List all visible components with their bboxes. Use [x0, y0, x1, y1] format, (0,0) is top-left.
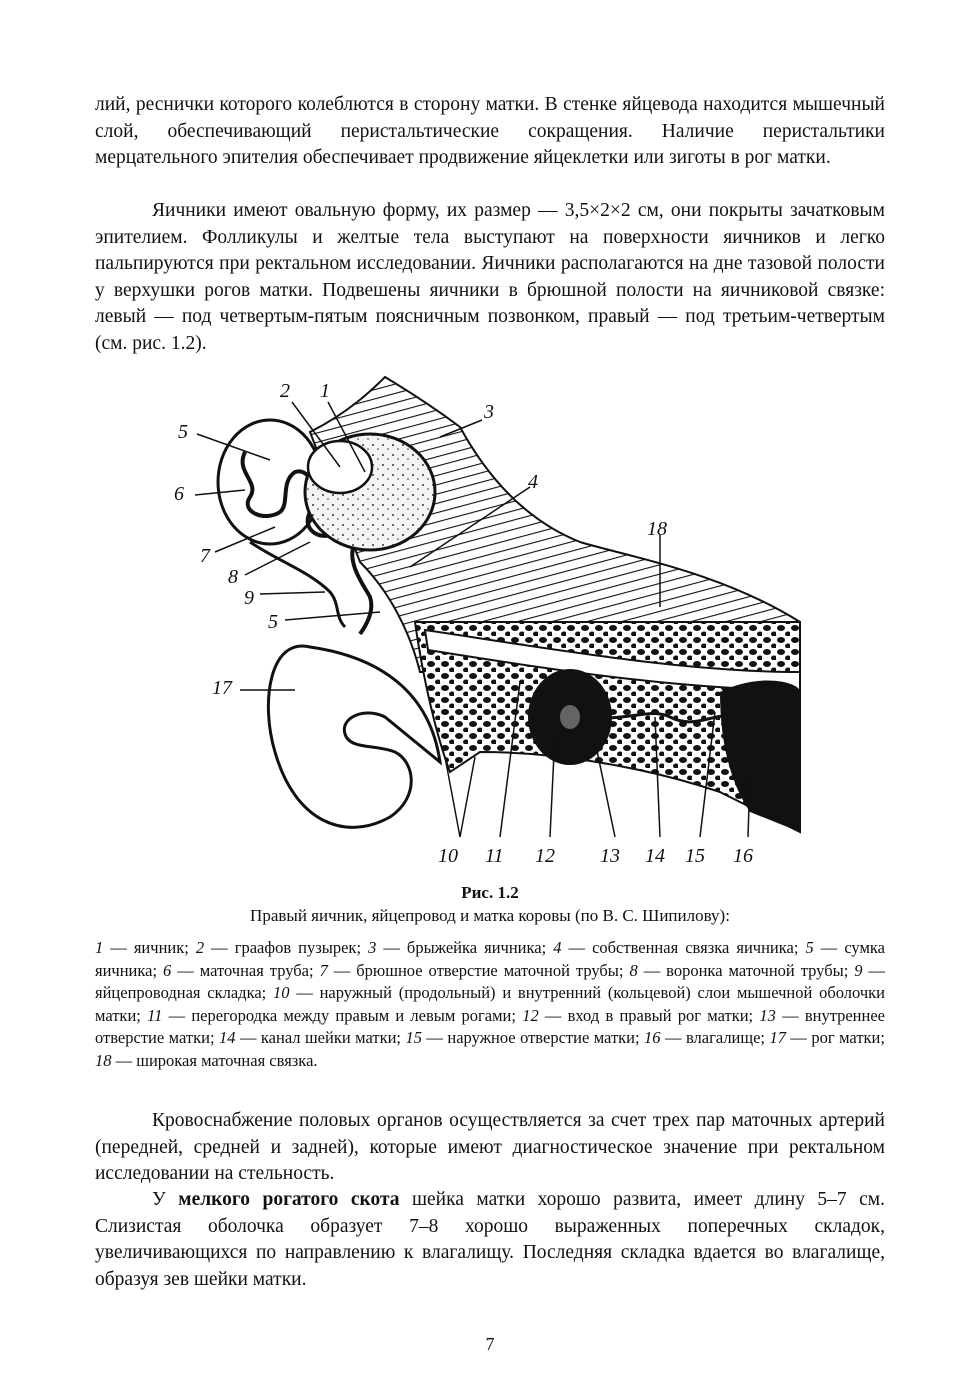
legend-text: — рог матки; [785, 1028, 885, 1047]
legend-text: — воронка маточной трубы; [637, 960, 855, 980]
legend-number: 17 [769, 1028, 786, 1047]
label-8: 8 [228, 566, 238, 588]
label-16: 16 [733, 845, 753, 867]
figure-subtitle: Правый яичник, яйцепровод и матка коровы (по В. С. Шипилову): [250, 906, 730, 925]
legend-text: — граафов пузырек; [204, 938, 369, 957]
legend-number: 15 [405, 1028, 422, 1047]
vagina [720, 680, 800, 832]
label-10: 10 [438, 845, 458, 867]
label-13: 13 [600, 845, 620, 867]
paragraph-4-bold: мелкого рогатого скота [178, 1189, 400, 1210]
label-15: 15 [685, 845, 705, 867]
legend-text: — яичник; [103, 938, 196, 957]
label-11: 11 [485, 845, 504, 867]
figure-title: Рис. 1.2 [461, 883, 519, 902]
page-number: 7 [485, 1334, 495, 1354]
legend-text: — брюшное отверстие маточной трубы; [327, 960, 630, 980]
legend-text: — собственная связка яичника; [561, 938, 806, 957]
paragraph-4 [95, 1187, 885, 1293]
figure-legend [95, 937, 885, 1072]
legend-text: — влагалище; [660, 1028, 770, 1047]
paragraph-3: Кровоснабжение половых органов осуществляется за счет трех пар маточных артерий (передней, средней и задней), которые имеют диагностическое значение при ректальном исследовании на стельность. [95, 1110, 885, 1184]
paragraph-4-rest: шейка матки хорошо развита, имеет длину 5–7 см. Слизистая оболочка образует 7–8 хорошо выраженных поперечных складок, увеличивающихся по направлению к влагалищу. Последняя складка вдается во влагалище, образуя зев шейки матки. [95, 1189, 886, 1290]
label-3: 3 [484, 401, 494, 423]
legend-number: 1 [95, 938, 104, 957]
legend-number: 16 [644, 1028, 661, 1047]
legend-text: — сумка яичника; [95, 938, 885, 980]
legend-text: — перегородка между правым и левым рогами; [162, 1005, 523, 1025]
label-5-bottom: 5 [268, 611, 278, 633]
figure-uterus-ovary [160, 372, 810, 872]
legend-text: — вход в правый рог матки; [538, 1005, 760, 1025]
legend-number: 11 [147, 1005, 163, 1025]
legend-number: 4 [553, 938, 562, 957]
legend-text: — яйцепроводная складка; [95, 960, 885, 1002]
paragraph-4-start: У [152, 1189, 179, 1210]
legend-number: 2 [195, 938, 205, 957]
legend-number: 5 [805, 938, 814, 957]
uterine-horn [268, 646, 440, 827]
label-18: 18 [647, 518, 667, 540]
legend-number: 8 [629, 960, 638, 980]
legend-text: — маточная труба; [171, 960, 320, 980]
legend-number: 18 [95, 1050, 112, 1070]
label-14: 14 [645, 845, 665, 867]
label-2: 2 [280, 380, 290, 402]
label-4: 4 [528, 471, 538, 493]
label-9: 9 [244, 587, 254, 609]
legend-number: 14 [218, 1028, 236, 1047]
label-1: 1 [320, 380, 330, 402]
legend-text: — широкая маточная связка. [111, 1050, 318, 1070]
legend-text: — наружный (продольный) и внутренний (кольцевой) слои мышечной оболочки матки; [95, 983, 885, 1025]
label-7: 7 [200, 545, 210, 567]
label-12: 12 [535, 845, 555, 867]
label-17: 17 [212, 677, 232, 699]
legend-text: — внутреннее отверстие матки; [95, 1005, 885, 1047]
legend-number: 7 [319, 960, 328, 980]
legend-number: 13 [759, 1005, 776, 1025]
legend-number: 6 [163, 960, 172, 980]
legend-number: 3 [368, 938, 377, 957]
label-6: 6 [174, 483, 184, 505]
legend-text: — наружное отверстие матки; [421, 1028, 645, 1047]
paragraph-2: Яичники имеют овальную форму, их размер — 3,5×2×2 см, они покрыты зачатковым эпителием. Фолликулы и желтые тела выступают на поверхности яичников и легко пальпируются при ректальном исследовании. Яичники располагаются на дне тазовой полости у верхушки рогов матки. Подвешены яичники в брюшной полости на яичниковой связке: левый — под четвертым-пятым поясничным позвонком, правый — под третьим-четвертым (см. рис. 1.2). [95, 200, 885, 354]
paragraph-1: лий, реснички которого колеблются в сторону матки. В стенке яйцевода находится мышечный слой, обеспечивающий перистальтические сокращения. Наличие перистальтики мерцательного эпителия обеспечивает продвижение яйцеклетки или зиготы в рог матки. [95, 94, 885, 168]
legend-number: 9 [854, 960, 863, 980]
legend-number: 12 [522, 1005, 539, 1025]
legend-text: — канал шейки матки; [235, 1028, 406, 1047]
legend-number: 10 [273, 983, 290, 1002]
label-5-top: 5 [178, 421, 188, 443]
legend-text: — брыжейка яичника; [376, 938, 554, 957]
